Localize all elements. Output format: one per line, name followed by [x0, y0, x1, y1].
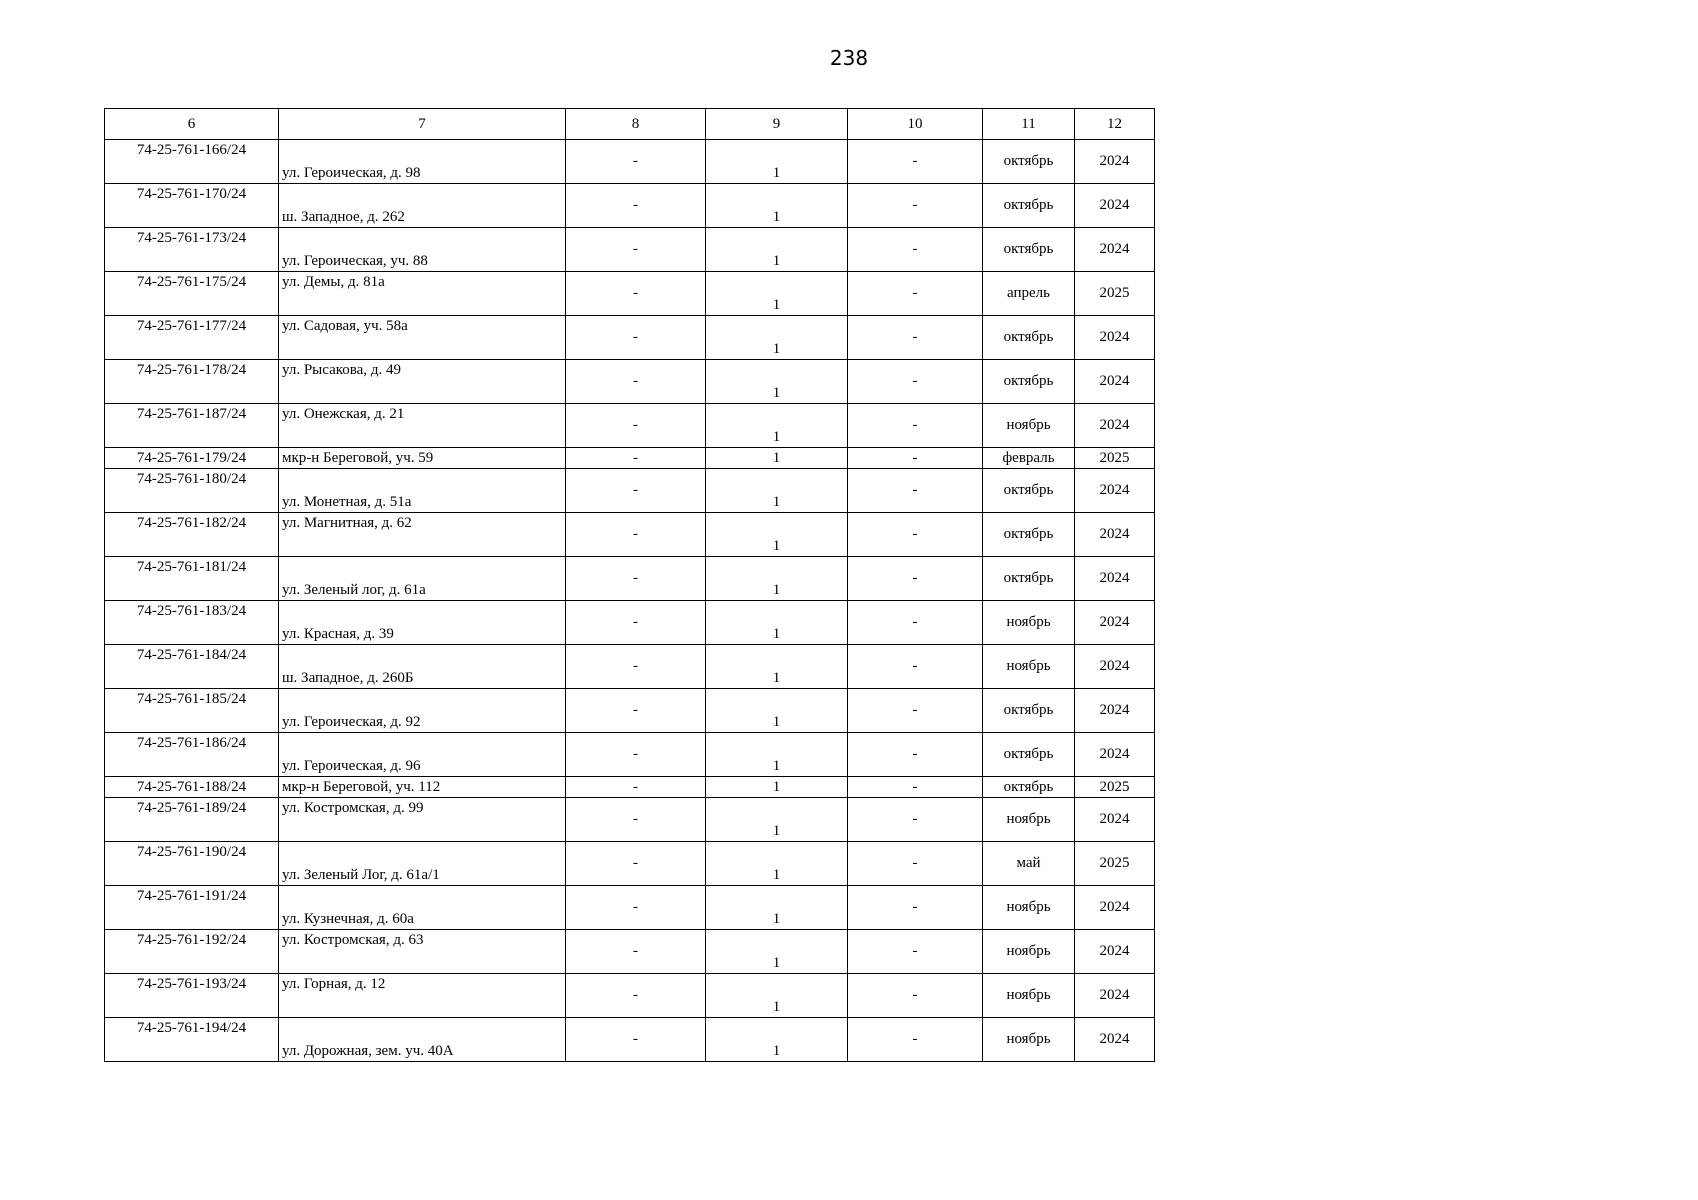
header-col-9: 9 [706, 109, 848, 140]
col-8-cell: - [566, 557, 706, 601]
col-8-cell: - [566, 448, 706, 469]
col-10-cell: - [848, 469, 983, 513]
header-col-6: 6 [105, 109, 279, 140]
table-row [105, 1018, 1155, 1062]
year-cell: 2024 [1075, 689, 1155, 733]
col-9-cell: 1 [706, 930, 848, 974]
col-9-cell: 1 [706, 798, 848, 842]
col-10-cell: - [848, 272, 983, 316]
permit-number-cell: 74-25-761-178/24 [105, 360, 279, 404]
col-10-cell: - [848, 513, 983, 557]
address-cell: ул. Горная, д. 12 [279, 974, 566, 1018]
month-cell: октябрь [983, 184, 1075, 228]
month-cell: октябрь [983, 140, 1075, 184]
table-row [105, 360, 1155, 404]
permit-number-cell: 74-25-761-192/24 [105, 930, 279, 974]
permit-number-cell: 74-25-761-193/24 [105, 974, 279, 1018]
col-10-cell: - [848, 777, 983, 798]
permit-number-cell: 74-25-761-175/24 [105, 272, 279, 316]
col-10-cell: - [848, 360, 983, 404]
year-cell: 2024 [1075, 974, 1155, 1018]
table-row [105, 842, 1155, 886]
year-cell: 2024 [1075, 886, 1155, 930]
col-10-cell: - [848, 798, 983, 842]
address-cell: ул. Героическая, д. 92 [279, 689, 566, 733]
permit-number-cell: 74-25-761-185/24 [105, 689, 279, 733]
address-cell: ул. Дорожная, зем. уч. 40А [279, 1018, 566, 1062]
year-cell: 2025 [1075, 842, 1155, 886]
month-cell: октябрь [983, 360, 1075, 404]
table-row [105, 316, 1155, 360]
permit-number-cell: 74-25-761-180/24 [105, 469, 279, 513]
year-cell: 2024 [1075, 557, 1155, 601]
col-10-cell: - [848, 886, 983, 930]
col-9-cell: 1 [706, 228, 848, 272]
permit-number-cell: 74-25-761-186/24 [105, 733, 279, 777]
table-row [105, 601, 1155, 645]
address-cell: ул. Онежская, д. 21 [279, 404, 566, 448]
col-9-cell: 1 [706, 557, 848, 601]
permit-number-cell: 74-25-761-190/24 [105, 842, 279, 886]
permit-number-cell: 74-25-761-181/24 [105, 557, 279, 601]
address-cell: ул. Зеленый лог, д. 61а [279, 557, 566, 601]
year-cell: 2024 [1075, 733, 1155, 777]
year-cell: 2024 [1075, 316, 1155, 360]
table-row [105, 974, 1155, 1018]
address-cell: ул. Садовая, уч. 58а [279, 316, 566, 360]
table-row [105, 228, 1155, 272]
table-row [105, 184, 1155, 228]
permit-number-cell: 74-25-761-188/24 [105, 777, 279, 798]
col-10-cell: - [848, 733, 983, 777]
month-cell: май [983, 842, 1075, 886]
address-cell: ул. Героическая, д. 96 [279, 733, 566, 777]
month-cell: октябрь [983, 228, 1075, 272]
month-cell: апрель [983, 272, 1075, 316]
header-col-10: 10 [848, 109, 983, 140]
year-cell: 2025 [1075, 272, 1155, 316]
col-8-cell: - [566, 930, 706, 974]
table-header [105, 109, 1155, 140]
address-cell: ул. Героическая, д. 98 [279, 140, 566, 184]
address-cell: ул. Красная, д. 39 [279, 601, 566, 645]
col-8-cell: - [566, 886, 706, 930]
header-col-11: 11 [983, 109, 1075, 140]
year-cell: 2024 [1075, 513, 1155, 557]
table-row [105, 645, 1155, 689]
page-number: 238 [829, 46, 869, 70]
col-10-cell: - [848, 1018, 983, 1062]
col-10-cell: - [848, 228, 983, 272]
address-cell: ул. Героическая, уч. 88 [279, 228, 566, 272]
col-9-cell: 1 [706, 448, 848, 469]
permit-number-cell: 74-25-761-184/24 [105, 645, 279, 689]
col-8-cell: - [566, 513, 706, 557]
col-8-cell: - [566, 272, 706, 316]
year-cell: 2024 [1075, 360, 1155, 404]
permit-number-cell: 74-25-761-183/24 [105, 601, 279, 645]
year-cell: 2024 [1075, 930, 1155, 974]
col-8-cell: - [566, 140, 706, 184]
month-cell: октябрь [983, 689, 1075, 733]
header-col-12: 12 [1075, 109, 1155, 140]
col-9-cell: 1 [706, 184, 848, 228]
col-9-cell: 1 [706, 777, 848, 798]
col-9-cell: 1 [706, 886, 848, 930]
year-cell: 2024 [1075, 469, 1155, 513]
col-9-cell: 1 [706, 974, 848, 1018]
col-10-cell: - [848, 930, 983, 974]
col-10-cell: - [848, 842, 983, 886]
col-9-cell: 1 [706, 601, 848, 645]
col-8-cell: - [566, 601, 706, 645]
address-cell: ш. Западное, д. 262 [279, 184, 566, 228]
permit-number-cell: 74-25-761-187/24 [105, 404, 279, 448]
month-cell: ноябрь [983, 1018, 1075, 1062]
col-9-cell: 1 [706, 842, 848, 886]
table-row [105, 448, 1155, 469]
permit-number-cell: 74-25-761-170/24 [105, 184, 279, 228]
month-cell: ноябрь [983, 798, 1075, 842]
col-10-cell: - [848, 316, 983, 360]
year-cell: 2024 [1075, 601, 1155, 645]
col-8-cell: - [566, 469, 706, 513]
month-cell: октябрь [983, 777, 1075, 798]
month-cell: октябрь [983, 557, 1075, 601]
table-row [105, 798, 1155, 842]
header-col-7: 7 [279, 109, 566, 140]
header-row [105, 109, 1155, 140]
month-cell: октябрь [983, 316, 1075, 360]
year-cell: 2024 [1075, 140, 1155, 184]
year-cell: 2024 [1075, 404, 1155, 448]
table-row [105, 689, 1155, 733]
permit-number-cell: 74-25-761-191/24 [105, 886, 279, 930]
col-8-cell: - [566, 842, 706, 886]
col-8-cell: - [566, 404, 706, 448]
permit-number-cell: 74-25-761-177/24 [105, 316, 279, 360]
address-cell: мкр-н Береговой, уч. 59 [279, 448, 566, 469]
col-9-cell: 1 [706, 1018, 848, 1062]
address-cell: ул. Зеленый Лог, д. 61а/1 [279, 842, 566, 886]
address-cell: ул. Рысакова, д. 49 [279, 360, 566, 404]
col-8-cell: - [566, 689, 706, 733]
col-9-cell: 1 [706, 360, 848, 404]
col-9-cell: 1 [706, 513, 848, 557]
month-cell: октябрь [983, 513, 1075, 557]
table-row [105, 930, 1155, 974]
col-10-cell: - [848, 404, 983, 448]
table-row [105, 140, 1155, 184]
year-cell: 2024 [1075, 798, 1155, 842]
month-cell: ноябрь [983, 601, 1075, 645]
address-cell: ул. Монетная, д. 51а [279, 469, 566, 513]
table-body [105, 140, 1155, 1062]
table-row [105, 404, 1155, 448]
table-row [105, 557, 1155, 601]
col-9-cell: 1 [706, 140, 848, 184]
month-cell: ноябрь [983, 930, 1075, 974]
year-cell: 2025 [1075, 777, 1155, 798]
col-10-cell: - [848, 974, 983, 1018]
month-cell: октябрь [983, 733, 1075, 777]
permit-number-cell: 74-25-761-194/24 [105, 1018, 279, 1062]
month-cell: октябрь [983, 469, 1075, 513]
col-9-cell: 1 [706, 404, 848, 448]
registry-table [104, 108, 1155, 1062]
col-10-cell: - [848, 645, 983, 689]
col-10-cell: - [848, 184, 983, 228]
table-row [105, 272, 1155, 316]
table-row [105, 886, 1155, 930]
address-cell: мкр-н Береговой, уч. 112 [279, 777, 566, 798]
col-10-cell: - [848, 448, 983, 469]
col-9-cell: 1 [706, 689, 848, 733]
address-cell: ул. Костромская, д. 63 [279, 930, 566, 974]
year-cell: 2024 [1075, 228, 1155, 272]
col-8-cell: - [566, 316, 706, 360]
permit-number-cell: 74-25-761-166/24 [105, 140, 279, 184]
month-cell: ноябрь [983, 645, 1075, 689]
table-row [105, 777, 1155, 798]
col-9-cell: 1 [706, 316, 848, 360]
col-10-cell: - [848, 601, 983, 645]
header-col-8: 8 [566, 109, 706, 140]
col-8-cell: - [566, 184, 706, 228]
permit-number-cell: 74-25-761-182/24 [105, 513, 279, 557]
address-cell: ул. Магнитная, д. 62 [279, 513, 566, 557]
permit-number-cell: 74-25-761-179/24 [105, 448, 279, 469]
year-cell: 2025 [1075, 448, 1155, 469]
col-8-cell: - [566, 733, 706, 777]
col-8-cell: - [566, 1018, 706, 1062]
col-9-cell: 1 [706, 645, 848, 689]
col-8-cell: - [566, 228, 706, 272]
address-cell: ул. Костромская, д. 99 [279, 798, 566, 842]
year-cell: 2024 [1075, 645, 1155, 689]
table-row [105, 469, 1155, 513]
col-8-cell: - [566, 645, 706, 689]
col-10-cell: - [848, 557, 983, 601]
table-row [105, 733, 1155, 777]
permit-number-cell: 74-25-761-189/24 [105, 798, 279, 842]
month-cell: ноябрь [983, 974, 1075, 1018]
month-cell: ноябрь [983, 404, 1075, 448]
col-8-cell: - [566, 974, 706, 1018]
year-cell: 2024 [1075, 184, 1155, 228]
col-10-cell: - [848, 140, 983, 184]
col-10-cell: - [848, 689, 983, 733]
table-row [105, 513, 1155, 557]
year-cell: 2024 [1075, 1018, 1155, 1062]
col-8-cell: - [566, 777, 706, 798]
permit-number-cell: 74-25-761-173/24 [105, 228, 279, 272]
address-cell: ул. Демы, д. 81а [279, 272, 566, 316]
col-9-cell: 1 [706, 733, 848, 777]
col-8-cell: - [566, 798, 706, 842]
col-8-cell: - [566, 360, 706, 404]
col-9-cell: 1 [706, 272, 848, 316]
col-9-cell: 1 [706, 469, 848, 513]
month-cell: февраль [983, 448, 1075, 469]
address-cell: ул. Кузнечная, д. 60а [279, 886, 566, 930]
address-cell: ш. Западное, д. 260Б [279, 645, 566, 689]
month-cell: ноябрь [983, 886, 1075, 930]
